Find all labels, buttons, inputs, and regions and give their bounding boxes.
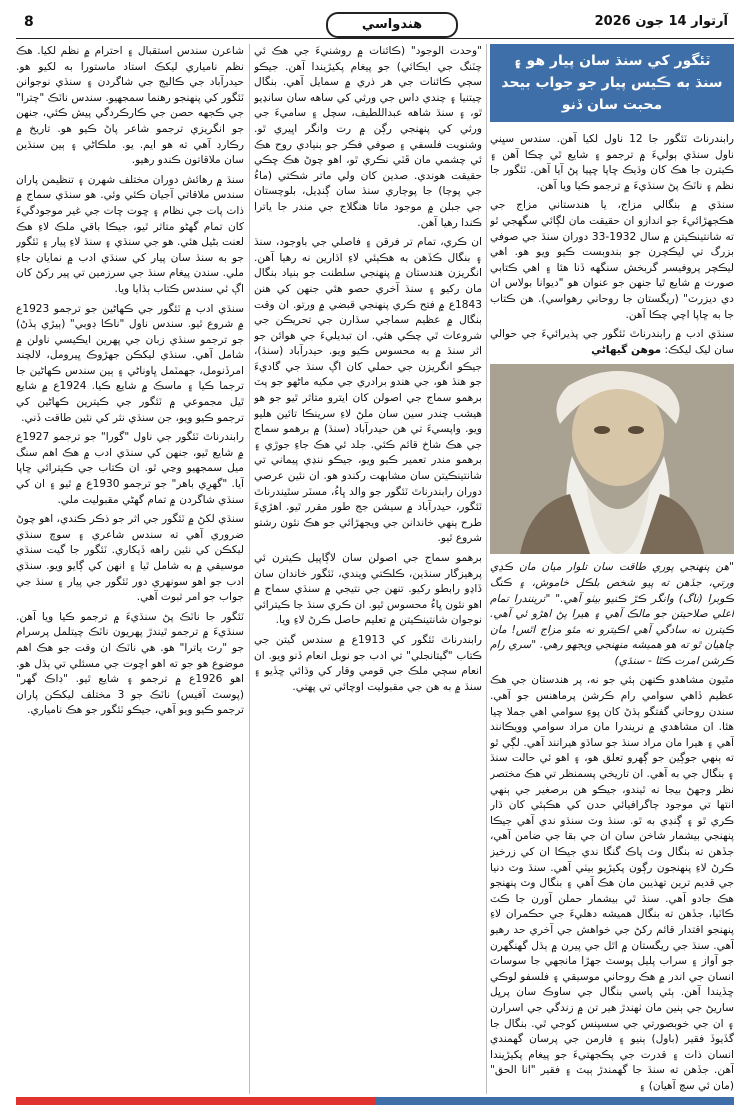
byline-label: ليکڪ: [664,343,692,356]
issue-date: آرتوار 14 جون 2026 [594,14,728,29]
paragraph: سنڌي ادب ۾ ٽئگور جي ڪهاڻين جو ترجمو 1923ع ۾ شروع ٿيو. سندس ناول "ناڪا ڊوبي" (ٻيڙي ٻڏڻ) جو ترجمو سنڌي زبان جي پهرين ايڪيسي ناولن ۾ شامل آهي. سنڌي ليکڪن جهڙوڪ ڀيرومل، لالچند امرڏنومل، جهمٽمل ڀاوناڻي ۽ ٻين سندس ڪهاڻين جا ترجما ڪيا ۽ ماسڪ ۾ شايع ڪيا. 1924ع ۾ شايع ٿيل مجموعي ۾ ٽئگور جي ڪيترين ڪهاڻين کي ترجمو ڪيو ويو، جن سنڌي نثر کي نئين طاقت ڏني. [16,302,244,424]
column-rule [486,44,487,1094]
paragraph: سنڌ ۾ رهائش دوران مختلف شهرن ۽ تنظيمن پاران سندس ملاقاتي آجيان ڪئي وئي. هو سنڌي سماج ۾ ذات پات جي نظام ۽ ڇوت ڇات جي غير موجودگيءَ کان تمام گهڻو متاثر ٿيو، جيڪا باقي ملڪ لاءِ هڪ لعنت بڻيل هئي. هو جي سنڌي ۽ سنڌ لاءِ پيار ۽ ٽئگور جو به سنڌ سان پيار کي سنڌي ادب ۾ نمايان جاءِ ملي. سندن پيغام سنڌ جي سرزمين تي پير رکڻ کان اڳ ئي سندس ڪتاب ٻڌايا ويا. [16,173,244,295]
paragraph: رابندرناٿ ٽئگور کي 1913ع ۾ سندس گيتن جي ڪتاب "گيتانجلي" تي ادب جو نوبل انعام ڏنو ويو. ان انعام سڄي ملڪ جي قومي وقار کي وڌائي ڇڏيو ۽ سنڌ ۾ به هن جي مقبوليت اوچائي تي پهتي. [254,633,482,693]
paragraph: ٽئگور جا ناٽڪ پڻ سنڌيءَ ۾ ترجمو ڪيا ويا آهن. سنڌيءَ ۾ ترجمو ٿيندڙ پهريون ناٽڪ چيتلمل پرسرام جو "رٽ ياترا" هو. هي ناٽڪ ان وقت جو هڪ اهم موضوع هو جو ته اهو اڇوت جي مسئلي تي ٻڌل هو. اهو 1926ع ۾ ترجمو ۽ شايع ٿيو. "ڊاڪ گهر" (پوسٽ آفيس) ناٽڪ جو 3 مختلف ليکڪن پاران ترجمو ڪيو ويو آهي، جيڪو ٽئگور جو هڪ نامياري. [16,610,244,717]
column-left [16,44,244,1094]
column-rule [249,44,250,1094]
page-header [16,10,734,39]
paragraph: رابندرناٿ ٽئگور جا 12 ناول لکيا آهن. سندس سڀني ناول سنڌي ٻوليءَ ۾ ترجمو ۽ شايع ٿي چڪا آهن ۽ ڪيترن جا هڪ کان وڌيڪ ڇاپا ڇپيا پڻ آيا آهن. ٽئگور جا نظم ۽ ناٽڪ پڻ سنڌيءَ ۾ ترجمو ڪيا ويا آهن. [490,133,734,192]
masthead-logo: هندواسي [326,12,458,38]
paragraph: رابندرناٿ ٽئگور جي ناول "گورا" جو ترجمو 1927ع ۾ شايع ٿيو، جنهن کي سنڌي ادب ۾ هڪ اهم سنگ ميل سمجهيو وڃي ٿو. ان ڪتاب جي ڪيترائي ڇاپا آيا. "گهرِي باهر" جو ترجمو 1930ع ۾ ٿيو ۽ ان کي سنڌي شاگردن ۾ تمام گهڻي مقبوليت ملي. [16,431,244,506]
column-middle [254,44,482,1094]
paragraph: برهمو سماج جي اصولن سان لاڳاپيل ڪيترن ئي پرهيزگار سنڌين، ڪلڪتي ويندي، ٽئگور خاندان سان ڏاڍو رابطو رکيو. تنهن جي نتيجي ۾ سنڌي سماج ۾ اهو نئون ڀاءُ محسوس ٿيو. ان ڪري سنڌ جا ڪيترائي نوجوان شانتينڪيتن ۾ تعليم حاصل ڪرڻ لاءِ ويا. [254,552,482,627]
paragraph: سنڌي ۾ بنگالي مزاج، يا هندستاني مزاج جي هڪجهڙائيءَ جو اندازو ان حقيقت مان لڳائي سگهجي ٿو ته شانتينڪيتن ۾ سال 1932-33 دوران سنڌ جي صوفي بزرگ تي ليڪچرن جو بندوبست ڪيو ويو هو. اهي ليڪچر پروفيسر گربخش سنگهه ڏنا هئا ۽ اهي ڪتابي صورت ۾ شايع ٿيا جنهن جو عنوان هو "ديوانا بولاس ان دي ديزرٽ" (ريگستان جا روحاني رهواسي). هن ڪتاب جا به ڇاپا اچي چڪا آهن. [490,199,734,321]
article-headline: ٽئگور کي سنڌ سان پيار هو ۽ سنڌ به ڪيس پيار جو جواب بيحد محبت سان ڏنو [490,44,734,122]
footer-color-bar-blue [376,1097,734,1105]
byline-intro [490,327,734,358]
portrait-illustration [490,364,734,554]
column-right [490,44,734,1094]
footer-color-bar [16,1097,734,1105]
portrait-image [490,364,734,554]
byline-text: سنڌي ادب ۾ رابندرناٿ ٽئگور جي پذيرائيءَ جي حوالي سان ليک [490,328,734,356]
paragraph: سنڌي لکڻ ۾ ٽئگور جي اثر جو ذڪر ڪندي، اهو چوڻ ضروري آهي ته سندس شاعري ۽ سوچ سنڌي ليکڪن کي نئين راهه ڏيکاري. ٽئگور جا گيت سنڌي موسيقي ۾ به شامل ٿيا ۽ انهن کي ڳايو ويو. سنڌي ادب جو اهو سونهري دور ٽئگور جي پيار ۽ سنڌ جي جواب جو امر ثبوت آهي. [16,513,244,604]
page-number: 8 [24,14,34,30]
paragraph: شاعرن سندس استقبال ۽ احترام ۾ نظم لکيا. هڪ نظم نامياري ليکڪ استاد ماستورا به لکيو هو. حيدرآباد جي ڪاليج جي شاگردن ۽ سنڌي نوجوانن ٽئگور کي پنهنجو رهنما سمجهيو. سندس ناٽڪ "چترا" جي ڪجهه حصن جي ڪارڪردگي پيش ڪئي، جنهن جو انگريزي ترجمو شاعر پاڻ ڪيو هو. تاريخ ۾ رڪارڊ آهي ته هو ايم. يو. ملڪاڻي ۽ ٻين سنڌين سان ملاقاتون ڪندو رهيو. [16,45,244,167]
pull-quote: "هن پنهنجي پوري طاقت سان تلوار ميان مان ڪڍي ورتي، جڏهن ته پيو شخص بلڪل خاموش، ۽ ڪنگ ڪوبرا (ناگ) وانگر ڪڙ ڪنيو بيٺو آهي." "ترينندرا تمام اعلي صلاحيتن جو مالڪ آهي ۽ هيرا پڻ اهڙو ئي آهي. ڪيترن نه سادگي آهي اڪيترو نه مئو مزاج اٿس! مان چاهيان ٿو ته هو هميشه منهنجي ويجهو رهي. "سري رام ڪرشن امرت ڪٿا - سنڌي) [490,561,734,667]
paragraph: "وحدت الوجود" (ڪائنات ۾ روشنيءَ جي هڪ ئي چٽنگ جي ايڪائي) جو پيغام پکيڙيندا آهن. جيڪو سڄي ڪائنات جي هر ذري ۾ سمايل آهي. بنگال چيتنيا ۽ چندي داس جي ورثي کي ساهه سان سانڍيو ٿو، ۽ سنڌ شاهه عبداللطيف، سچل ۽ ساميءَ جي ورثي کي پنهنجي رڳن ۾ رت وانگر اڀيري ٿو. وشنويت فلسفي ۽ صوفي فڪر جو بنيادي روح هڪ ئي چشمي مان ڦٽي نڪري ٿو، اهو چوڻ هڪ ڇڪي حقيقت هوندي. صدين کان ولي ماتر شڪتي (ماءُ جي پوڄا) جا پوڄاري سنڌ سان ڳنڍيل، بلوچستان جي جبلن ۾ موجود ماتا هنگلاج جي مندر جا ياترا ڪندا رهيا آهن. [254,45,482,229]
paragraph: ان ڪري، تمام تر فرقن ۽ فاصلي جي باوجود، سنڌ ۽ بنگال ڪڏهن به هڪٻئي لاءِ اڌارين نه رهيا آهن. انگريزن هندستان ۾ پنهنجي سلطنت جو بنياد بنگال مان رکيو ۽ سنڌ آخري حصو هئي جنهن کي هنن 1843ع ۾ فتح ڪري پنهنجي قبضي ۾ ورتو. ان وقت بنگال ۾ عظيم سماجي سڌارن جي تحريڪن جي شروعات ٿي چڪي هئي. ان تبديليءَ جي هوائن جو اثر سنڌ ۾ به محسوس ڪيو ويو. حيدرآباد (سنڌ)، جيڪو انگريزن جي حملي کان اڳ سنڌ جي گاديءَ جو هنڌ هو، جي هندو برادري جي مکيه ماڻهو جو پٽ برهمو سماج جي اصولن کان ايترو متاثر ٿيو جو هو هيشب چندر سين سان ملڻ لاءِ سرينڪا تائين هليو ويو. واپسيءَ تي هن حيدرآباد (سنڌ) ۾ برهمو سماج جي هڪ شاخ قائم ڪئي. جلد ئي هڪ جاءِ جوڙي ۽ برهمو مندر تعمير ڪيو ويو، جيڪو ننڍي پيماني تي شانتينڪيتن سان مشابهت رکندو هو. ان نئين عرصي دوران رابندرناٿ ٽئگور جو والد ڀاءُ، مسٽر سٿيندرناٿ ٽئگور، حيدرآباد ۾ سيشن جج طور مقرر ٿيو. اهڙيءَ طرح ٻنهي خاندانن جي ويجهڙائي جو هڪ نئون رشتو شروع ٿيو. [254,236,482,545]
paragraph: مٿيون مشاهدو ڪنهن ٻئي جو نه، پر هندستان جي هڪ عظيم ڏاهي سوامي رام ڪرشن پرماهنس جو آهي. سندن روحاني گفتگو ٻڌڻ کان پوءِ سوامي اهي جملا چيا هئا. ان مشاهدي ۾ نريندرا مان مراد سوامي وويڪانند آهي ۽ هيرا مان مراد سنڌ جو ساڌو هيرانند آهي. لڳي ٿو ته ٻنهي جوڳين جو ڳهرو تعلق هو، ۽ اهو ئي حالت سنڌ ۽ بنگال جي به آهي. ان تاريخي پسمنظر تي هڪ مختصر نظر وجهڻ بيجا نه ٿيندو، جيڪو هن برصغير جي ٻنهي انتها تي موجود ڄاگرافيائي حدن کي هڪٻئي کان ڌار ڪري ٿو ۽ ڳنڍي به ٿو. سنڌ وٽ سنڌو ندي آهي جيڪا پنهنجي بيشمار شاخن سان ان جي بقا جي ضامن آهي، جڏهن ته بنگال وٽ پاڪ گنگا ندي جيڪا ان کي زرخيز ڪرڻ لاءِ پنهنجون رڳون پکيڙيو بيٺي آهي. سنڌ وٽ دنيا جي قديم ترين تهذيبن مان هڪ آهي ۽ بنگال وٽ پنهنجو هڪ جادو آهي. سنڌ ٿي بيشمار حملن آورن جا ڪٽ ڪاٽيا، جڏهن ته بنگال هميشه دهليءَ جي حڪمران لاءِ پنهنجو اقتدار قائم رکڻ جي خواهش جي آخري حد رهيو آهي. سنڌ جي ريگستان ۾ اٿل جي پيرن ۾ ٻڌل گهنگهرن جو آواز ۽ سراب پليل پوسٽ جهڙا مانجهي جا سوساٽ انسان جي اندر ۾ هڪ روحاني موسيقي ۽ فلسفو لوڪي ڇڏيندا آهن. ٻئي پاسي بنگال جي ساوڪ سان پرڀل ساريڻ جي ٻنين مان ٺهندڙ هير تن ۾ زندگي جي اسرارن ۽ ان جي خوبصورتي جي سسپنس کوجي ٿي. بنگال جا گڏيوڏ فقير (باول) ٻنيو ۽ فارمن جي پرسان گهمندي انسان ذات ۽ قدرت جي پڪجهتيءَ جو پيغام پکيڙيندا آهن. جڏهن ته سنڌ جا گهمندڙ ٻيٽ ۽ فقير "انا الحق" (مان ئي سچ آهيان) ۽ [490,674,734,1092]
byline-author: موهن گيهاڻي [591,343,662,356]
